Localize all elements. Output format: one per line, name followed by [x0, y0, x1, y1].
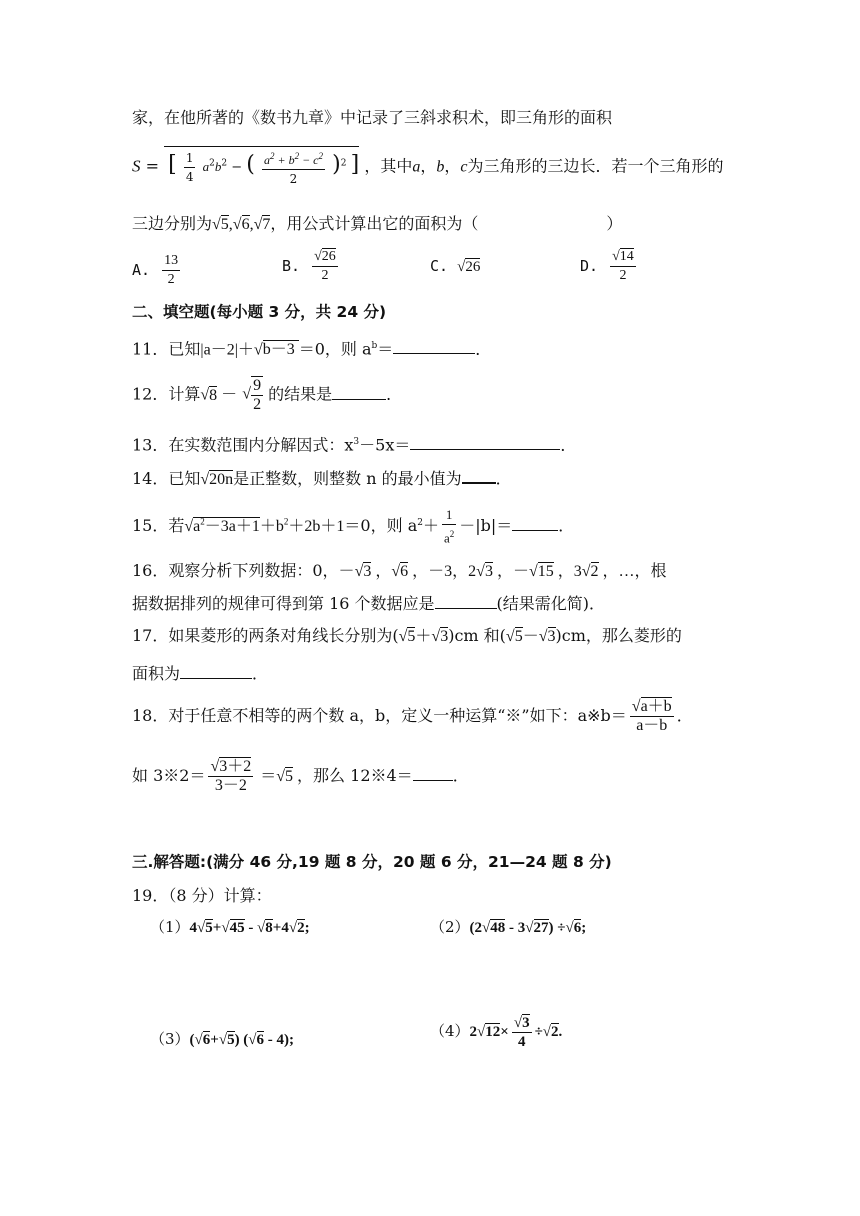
- answer-blank-15[interactable]: [512, 514, 558, 531]
- question-12: 12．计算√8 － √ $\frac{9}{2}$ 的结果是 ．: [132, 377, 403, 413]
- section-2-title: 二、填空题(每小题 3 分，共 24 分): [132, 303, 387, 321]
- option-b[interactable]: B. $\frac{√26}{2}$: [282, 249, 336, 283]
- question-11: 11．已知|a－2|＋√b－3 ＝0，则 $a^b=$ ．: [132, 339, 492, 359]
- question-15: 15．若$√a^2-3a+1+b^2+2b+1=0$，则 $a^2+$ $\frac{1}{a^2}$ －|b|＝ ．: [132, 507, 575, 546]
- answer-blank-11[interactable]: [393, 337, 475, 354]
- question-17-line-1: 17．如果菱形的两条对角线长分别为(√5＋√3)cm 和(√5－√3)cm，那么菱形的: [132, 626, 682, 645]
- question-19-part-4: （4）2√12× $\frac{√3}{4}$ ÷√2.: [430, 1015, 563, 1050]
- answer-blank-14[interactable]: [462, 466, 496, 484]
- answer-blank-12[interactable]: [332, 383, 386, 400]
- question-14: 14．已知√20n是正整数，则整数 n 的最小值为 ．: [132, 466, 512, 492]
- option-a[interactable]: A. $\frac{13}{2}$: [132, 253, 179, 287]
- option-d[interactable]: D. $\frac{√14}{2}$: [580, 249, 634, 283]
- question-19-part-1: （1）4√5+√45 - √8+4√2;: [150, 918, 310, 936]
- answer-blank-13[interactable]: [410, 433, 560, 450]
- question-19-title: 19．（8 分）计算：: [132, 886, 272, 905]
- question-18-line-1: 18．对于任意不相等的两个数 a，b，定义一种运算“※”如下：a※b＝ $\frac{√a+b}{a-b}$ ．: [132, 698, 693, 734]
- intro-line-3: 三边分别为√5,√6,√7，用公式计算出它的面积为（ ）: [132, 214, 623, 233]
- intro-line-1: 家，在他所著的《数书九章》中记录了三斜求积术，即三角形的面积: [132, 108, 613, 127]
- question-19-part-2: （2）(2√48 - 3√27) ÷√6;: [430, 918, 587, 936]
- heron-formula-line: S = [ $\frac{1}{4}$ $a^2b^2$ − ( $\frac{a^2 + b^2 - c^2}{2}$ )$^2$ ] ，其中a，b，c为三角形的三边长．若一个三角形的: [132, 146, 723, 196]
- option-c[interactable]: C. √26: [430, 257, 481, 275]
- answer-blank-16[interactable]: [435, 592, 497, 609]
- question-16-line-1: 16．观察分析下列数据：0，－√3 ，√6 ，－3，2√3 ，－√15 ，3√2 ，…，根: [132, 561, 667, 580]
- question-18-line-2: 如 3※2＝ $\frac{√3+2}{3-2}$ ＝√5 ，那么 12※4＝ ．: [132, 758, 469, 794]
- answer-blank-18[interactable]: [413, 764, 453, 781]
- answer-blank-17[interactable]: [180, 662, 252, 679]
- section-3-title: 三.解答题:(满分 46 分,19 题 8 分，20 题 6 分，21—24 题 8 分): [132, 853, 612, 871]
- question-17-line-2: 面积为 ．: [132, 664, 269, 683]
- question-16-line-2: 据数据排列的规律可得到第 16 个数据应是 (结果需化简)．: [132, 594, 606, 613]
- question-19-part-3: （3）(√6+√5) (√6 - 4);: [150, 1030, 295, 1048]
- question-13: 13．在实数范围内分解因式：$x^3-5x=$ ．: [132, 435, 577, 455]
